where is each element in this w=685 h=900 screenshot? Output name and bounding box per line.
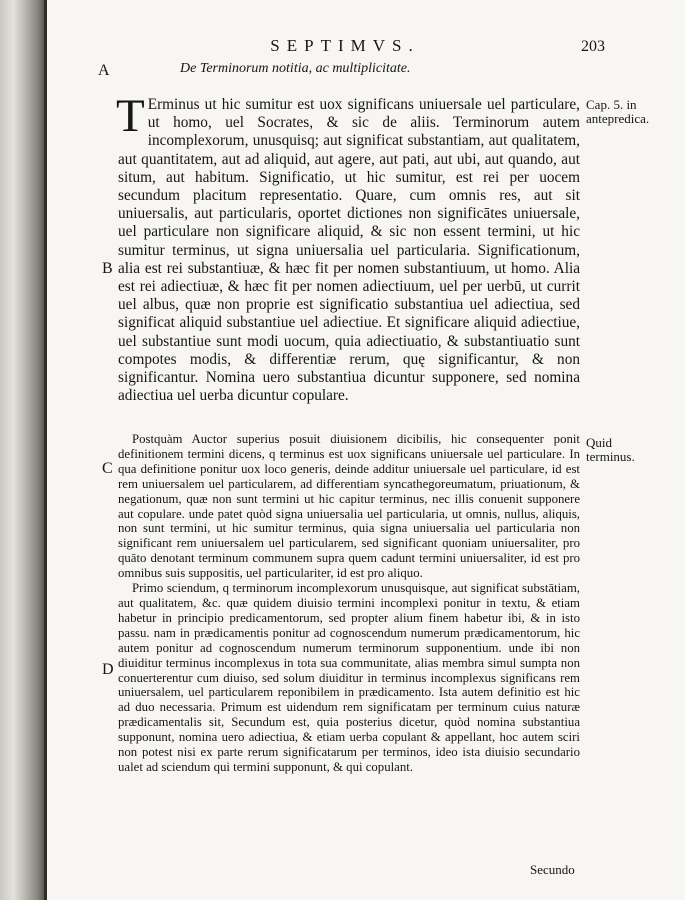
- page-edge: [44, 0, 47, 900]
- margin-letter-c: C: [102, 460, 113, 477]
- drop-cap: T: [116, 90, 145, 142]
- margin-letter-b: B: [102, 260, 113, 277]
- commentary: [118, 432, 580, 775]
- catchword: Secundo: [530, 862, 575, 877]
- margin-letter-a: A: [98, 62, 110, 79]
- margin-letter-d: D: [102, 661, 114, 678]
- book-binding: [0, 0, 44, 900]
- commentary-paragraph-1: Postquàm Auctor superius posuit diuisionem dicibilis, hic consequenter ponit definitionem termini dicens, q terminus est uox significans uniuersale uel particulare. In qua definitione ponitur uox loco generis, deinde additur uniuersale uel particulare, id est rem uniuersalem uel particularem, ad differentiam syncathegoreumatum, priuationum, & negationum, quæ non sunt termini ut hic capitur terminus, nec illis conuenit supponere aut copulare. unde patet quòd signa uniuersalia uel particularia, ut omnis, nullus, aliquis, non sunt termini, ut hic sumitur terminus, quia signa uniuersalia uel particularia non significant rem uniuersalem uel particularem, sed significant quoniam uniuersaliter, pro quāto denotant terminum communem supra quem cadunt termini uniuersaliter, id est pro omnibus suis suppositis, uel particulariter, id est pro aliquo.: [118, 432, 580, 581]
- page-number: 203: [581, 38, 605, 55]
- running-title: SEPTIMVS.: [270, 36, 420, 55]
- side-note-commentary: Quid terminus.: [586, 435, 635, 464]
- main-text-body: Erminus ut hic sumitur est uox significans uniuersale uel particulare, ut homo, uel Socrates, & sic de aliis. Terminorum autem incomplexorum, unusquisq; aut significat substantiam, aut qualitatem, aut quantitatem, aut ad aliquid, aut agere, aut pati, aut ubi, aut quando, aut situm, aut habitum. Significatio, ut hic sumitur, est rei per uocem secundum placitum representatio. Quare, cum omnis res, aut sit uniuersalis, aut particularis, oportet dictiones non significātes uniuersale, uel particulare non significare aliquid, & sic non essent termini, ut hic sumitur terminus, ut signa uniuersalia uel particularia. Significationum, alia est rei substantiuæ, & hæc fit per nomen substantiuum, ut homo. Alia est rei adiectiuæ, & hæc fit per nomen adiectiuum, uel per uerbū, ut currit uel albus, quæ non proprie est significatio substantiua uel adiectiua, sed significat aliquid substantiue uel adiectiue. Et significare aliquid adiectiue, uel substantiue sunt modi uocum, quia adiectiuatio, & substantiuatio sunt compotes modis, & differentiæ rerum, quę significantur, & non significantur. Nomina uero substantiua dicuntur supponere, sed nomina adiectiua uel uerba dicuntur copulare.: [118, 96, 580, 405]
- side-note-main: Cap. 5. in antepredica.: [586, 97, 650, 126]
- main-text: [116, 90, 580, 405]
- commentary-paragraph-2: Primo sciendum, q terminorum incomplexorum unusquisque, aut significat substātiam, aut qualitatem, &c. quæ quidem diuisio termini incomplexi ponitur in textu, & etiam habetur in principio predicamentorum, sed propter alium finem habetur ibi, & in isto passu. nam in prædicamentis ponitur ad cognoscendum numerum prædicamentorum, hic autem ponitur ad cognoscendum numerum terminorum supponentium. unde ibi non diuiditur terminus incomplexus in tota sua communitate, alias membra simul sumpta non conuerterentur cum diuiso, sed solum diuiditur in terminus incomplexus significans rem uniuersalem, uel particularem reponibilem in prædicamento. Ista autem definitio est hic ad duo necessaria. Primum est uidendum rem significatam per terminum cuius naturæ prædicamentalis sit, Secundum est, quia posterius dicetur, quòd nomina substantiua supponunt, nomina uero adiectiua, & etiam uerba copulant & appellant, hoc autem sciri non potest nisi ex parte rerum significatarum per terminos, ideo ista diuisio secundario ualet ad sciendum qui termini supponunt, & qui copulant.: [118, 581, 580, 774]
- page-header: [125, 36, 605, 60]
- chapter-heading: De Terminorum notitia, ac multiplicitate.: [180, 61, 411, 76]
